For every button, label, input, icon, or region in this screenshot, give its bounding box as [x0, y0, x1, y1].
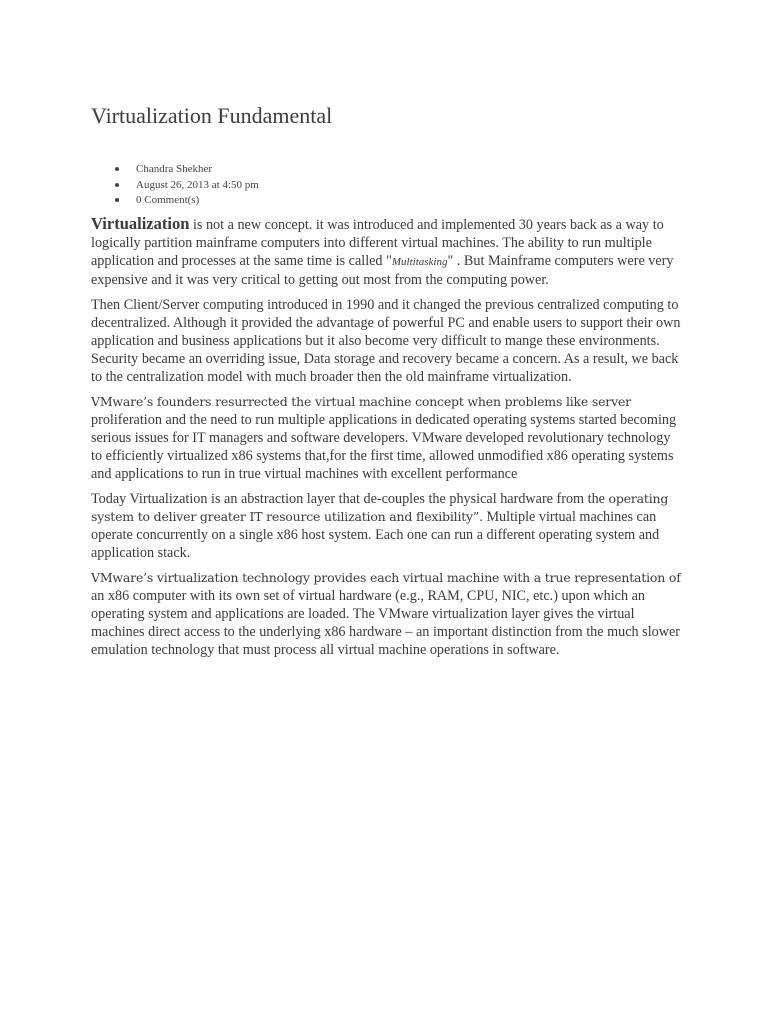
paragraph-2: Then Client/Server computing introduced in 1990 and it changed the previous centralized computing to decentralized. Although it provided the advantage of powerful PC and enable users to support their own application and business applications but it also become very difficult to mange these environments. Security became an overriding issue, Data storage and recovery became a concern. As a result, we back to the centralization model with much broader then the old mainframe virtualization. — [91, 296, 681, 385]
paragraph-3-text: proliferation and the need to run multiple applications in dedicated operating systems started becoming serious issues for IT managers and software developers. VMware developed revolutionary technology to efficiently virtualized x86 systems that,for the first time, allowed unmodified x86 operating systems and applications to run in true virtual machines with excellent performance — [91, 411, 677, 482]
paragraph-5-text: an x86 computer with its own set of virtual hardware (e.g., RAM, CPU, NIC, etc.) upon which an operating system and applications are loaded. The VMware virtualization layer gives the virtual machines direct access to the underlying x86 hardware – an important distinction from the much slower emulation technology that must process all virtual machine operations in software. — [91, 587, 681, 658]
paragraph-3-lead: VMware’s founders resurrected the virtual machine concept when problems like server — [91, 393, 631, 409]
meta-date: August 26, 2013 at 4:50 pm — [91, 178, 681, 194]
paragraph-5 — [91, 569, 681, 659]
document-page — [91, 100, 681, 666]
lead-term: Virtualization — [91, 213, 190, 233]
paragraph-1-text-a: is not a new concept. it was introduced and implemented 30 years back as a way to logically partition mainframe computers into different virtual machines. The ability to run multiple application and processes at the same time is called " — [91, 216, 664, 269]
paragraph-4-text-b: Multiple virtual machines can operate concurrently on a single x86 host system. Each one can run a different operating system and application stack. — [91, 508, 660, 561]
paragraph-4-text-a: Today Virtualization is an abstraction layer that de-couples the physical hardware from the — [91, 490, 609, 507]
meta-author: Chandra Shekher — [91, 162, 681, 178]
page-title: Virtualization Fundamental — [91, 103, 333, 128]
paragraph-1 — [91, 215, 681, 289]
paragraph-4 — [91, 490, 681, 562]
meta-comments: 0 Comment(s) — [91, 193, 681, 209]
paragraph-5-lead: VMware’s virtualization technology provides each virtual machine with a true representation of — [91, 569, 681, 585]
multitasking-term: Multitasking — [391, 255, 448, 268]
paragraph-3 — [91, 393, 681, 483]
post-meta-list — [91, 162, 681, 209]
paragraph-1-text-b: " . But Mainframe computers were very expensive and it was very critical to getting out most from the computing power. — [91, 252, 674, 288]
paragraph-4-alt: operating system to deliver greater IT resource utilization and flexibility”. — [91, 490, 669, 524]
